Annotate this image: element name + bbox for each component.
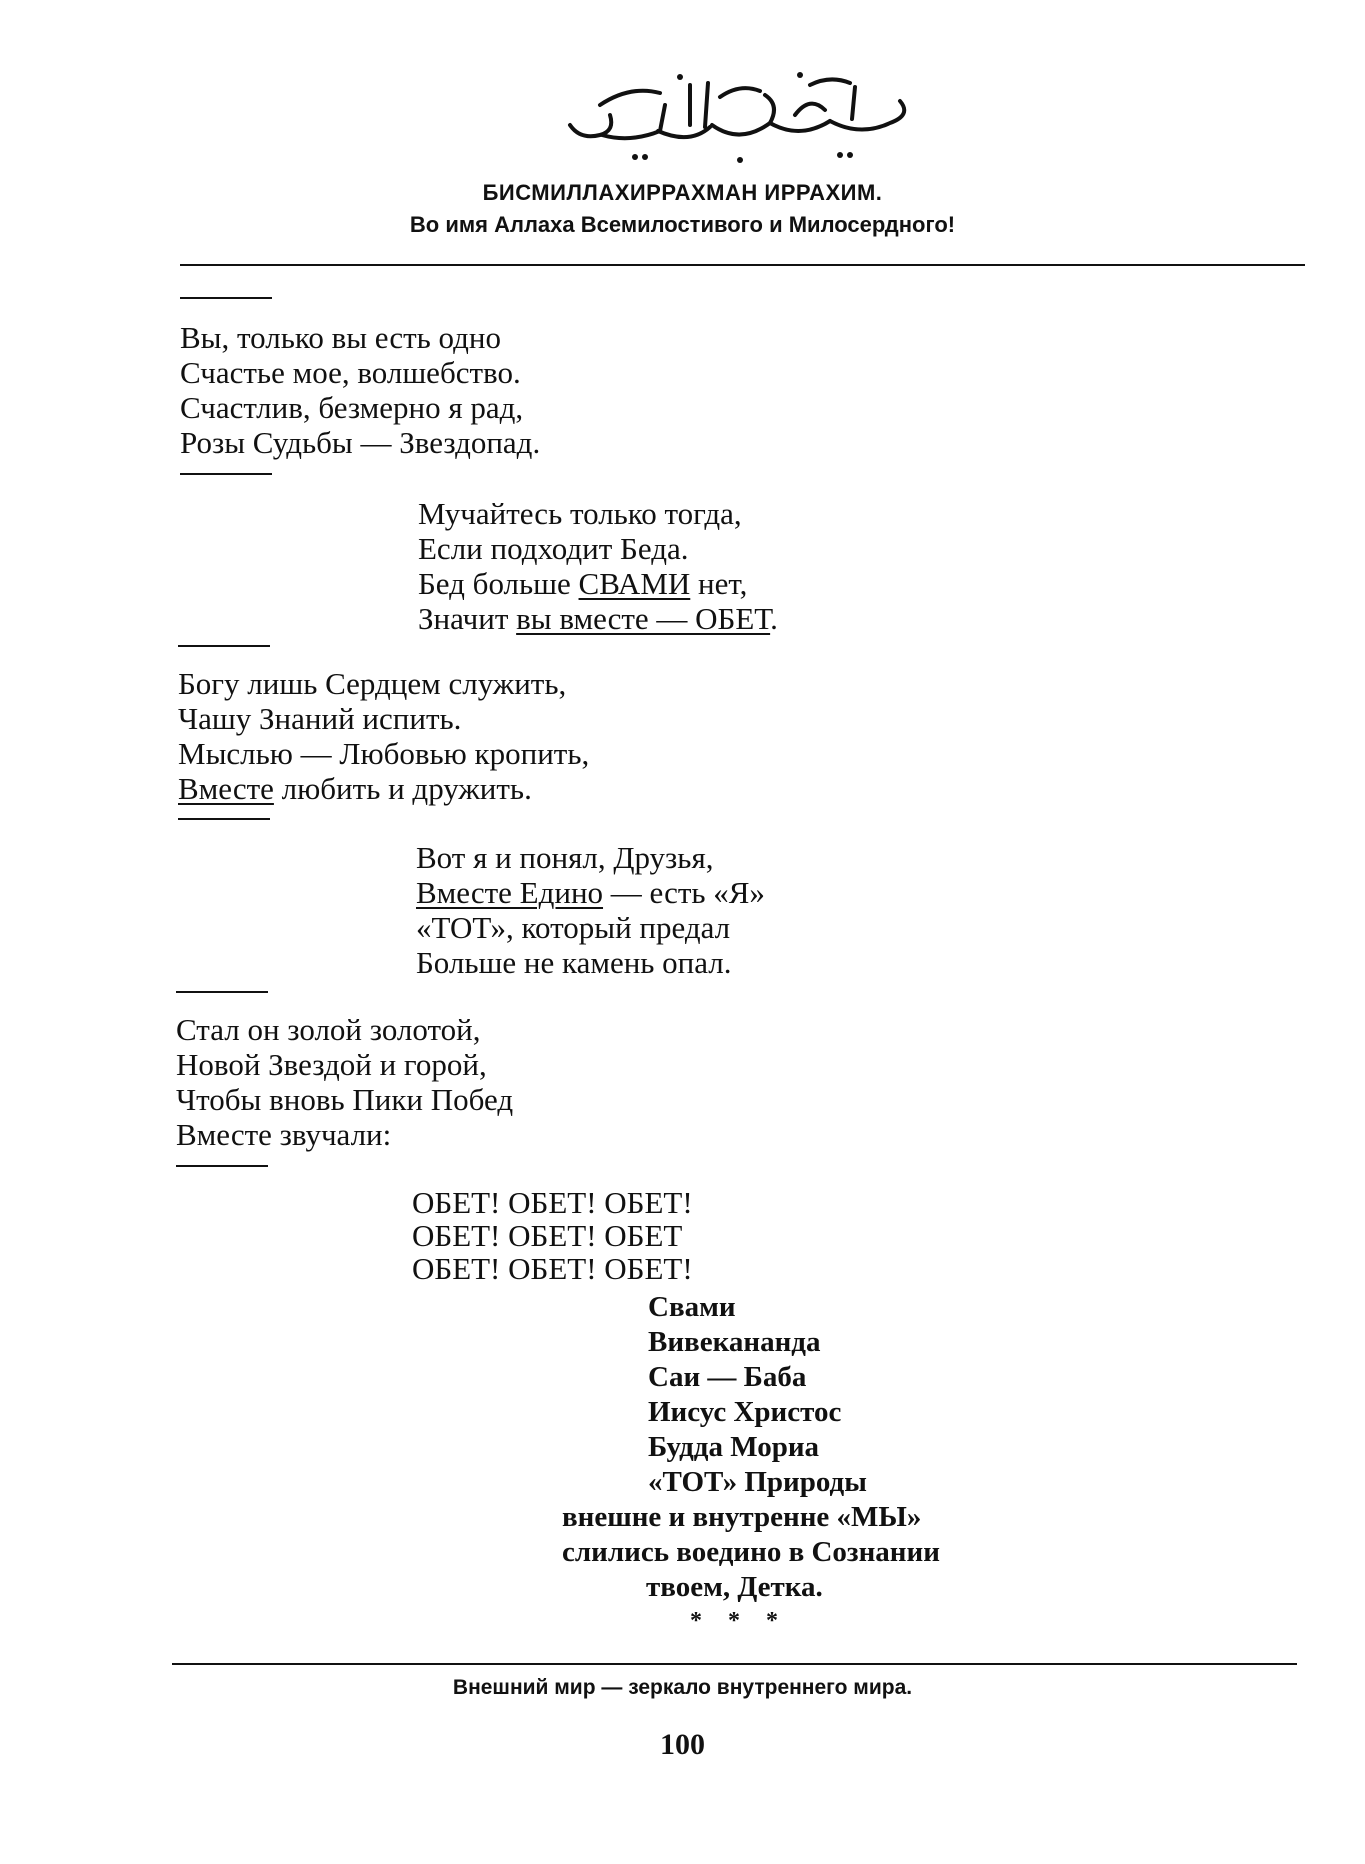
obet-block [412, 1186, 693, 1285]
stanza-5 [176, 1012, 513, 1152]
verse-line: Если подходит Беда. [418, 531, 689, 566]
stanza-divider [178, 818, 270, 820]
footer-rule [172, 1663, 1297, 1665]
stanza-divider [180, 473, 272, 475]
verse-line [418, 601, 778, 636]
names-block-end [646, 1570, 823, 1605]
header-title: БИСМИЛЛАХИРРАХМАН ИРРАХИМ. [482, 180, 883, 205]
verse-line: Вы, только вы есть одно [180, 320, 501, 355]
verse-line: Свами [648, 1291, 736, 1323]
verse-text: Значит [418, 601, 517, 636]
verse-line: Чашу Знаний испить. [178, 701, 462, 736]
verse-line: ОБЕТ! ОБЕТ! ОБЕТ! [412, 1185, 693, 1220]
header-rule [180, 264, 1305, 266]
verse-text: Бед больше [418, 566, 579, 601]
verse-line: Розы Судьбы — Звездопад. [180, 425, 541, 460]
verse-line [418, 566, 778, 601]
verse-line: внешне и внутренне «МЫ» [562, 1501, 922, 1533]
stanza-divider [176, 1165, 268, 1167]
verse-line: Счастлив, безмерно я рад, [180, 390, 524, 425]
stanza-4 [416, 840, 765, 980]
verse-text: . [770, 601, 778, 636]
verse-line: «ТОТ» Природы [648, 1466, 867, 1498]
stanza-divider [178, 645, 270, 647]
verse-line [416, 875, 765, 910]
verse-line: Иисус Христос [648, 1396, 842, 1428]
verse-line: Вместе звучали: [176, 1117, 392, 1152]
verse-line: Счастье мое, волшебство. [180, 355, 521, 390]
verse-text: нет, [690, 566, 748, 601]
verse-line: Вот я и понял, Друзья, [416, 840, 714, 875]
header-subtitle: Во имя Аллаха Всемилостивого и Милосердного! [409, 212, 956, 237]
verse-line: Новой Звездой и горой, [176, 1047, 487, 1082]
section-stars: * * * [690, 1608, 788, 1634]
verse-line: Чтобы вновь Пики Побед [176, 1082, 514, 1117]
verse-line: Саи — Баба [648, 1361, 807, 1393]
verse-line: ОБЕТ! ОБЕТ! ОБЕТ! [412, 1251, 693, 1286]
stanza-divider [180, 297, 272, 299]
stanza-divider [176, 991, 268, 993]
verse-line: Больше не камень опал. [416, 945, 732, 980]
verse-line [178, 771, 589, 806]
stanza-3 [178, 666, 589, 806]
page-number: 100 [660, 1728, 705, 1761]
verse-line: Богу лишь Сердцем служить, [178, 666, 567, 701]
footer-text: Внешний мир — зеркало внутреннего мира. [452, 1676, 913, 1699]
verse-line: Мучайтесь только тогда, [418, 496, 742, 531]
verse-line: ОБЕТ! ОБЕТ! ОБЕТ [412, 1218, 683, 1253]
verse-line: Стал он золой золотой, [176, 1012, 481, 1047]
names-block-wide [562, 1500, 940, 1570]
stanza-2 [418, 496, 778, 636]
underlined-text: Вместе [178, 771, 274, 806]
verse-line: Будда Мориа [648, 1431, 820, 1463]
verse-line: твоем, Детка. [646, 1571, 823, 1603]
verse-line: слились воедино в Сознании [562, 1536, 940, 1568]
names-block [648, 1290, 867, 1500]
verse-text: — есть «Я» [603, 875, 765, 910]
bismillah-calligraphy-icon [540, 65, 940, 175]
underlined-text: Вместе Едино [416, 875, 604, 910]
underlined-text: вы вместе — ОБЕТ [516, 601, 771, 636]
underlined-text: СВАМИ [578, 566, 691, 601]
verse-line: Мыслью — Любовью кропить, [178, 736, 590, 771]
stanza-1 [180, 320, 540, 460]
verse-line: Вивекананда [648, 1326, 821, 1358]
verse-text: любить и дружить. [273, 771, 532, 806]
verse-line: «ТОТ», который предал [416, 910, 731, 945]
